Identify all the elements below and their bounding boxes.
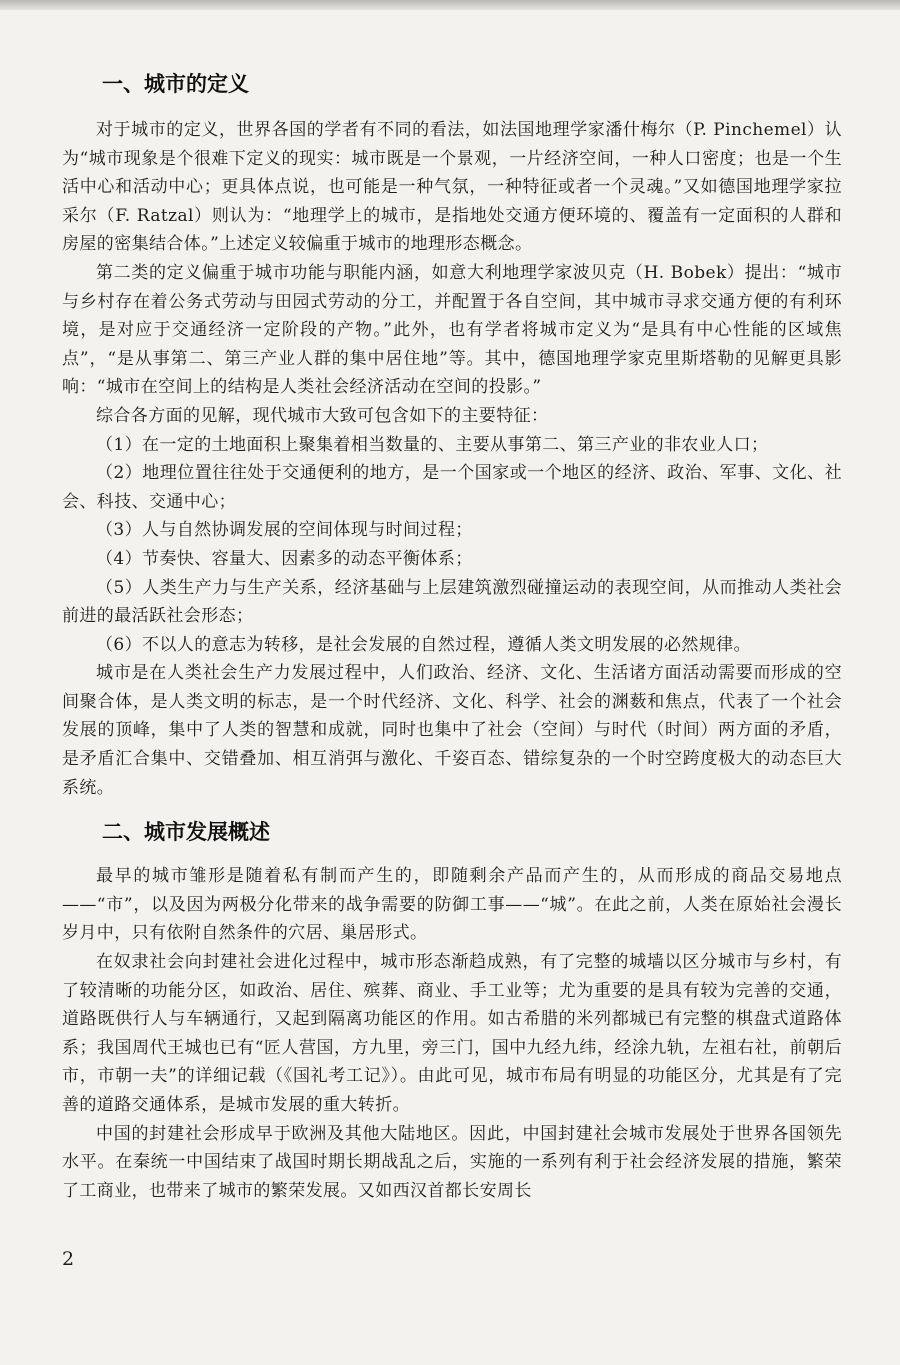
list-item: （4）节奏快、容量大、因素多的动态平衡体系；	[96, 548, 473, 569]
paragraph: 最早的城市雏形是随着私有制而产生的，即随剩余产品而产生的，从而形成的商品交易地点——“市”，以及因为两极分化带来的战争需要的防御工事——“城”。在此之前，人类在原始社会漫长岁月中，只有依附自然条件的穴居、巢居形式。	[62, 866, 842, 944]
paragraph: 综合各方面的见解，现代城市大致可包含如下的主要特征：	[96, 405, 549, 426]
list-item: （6）不以人的意志为转移，是社会发展的自然过程，遵循人类文明发展的必然规律。	[96, 634, 752, 655]
paragraph: 城市是在人类社会生产力发展过程中，人们政治、经济、文化、生活诸方面活动需要而形成的空间聚合体，是人类文明的标志，是一个时代经济、文化、科学、社会的渊薮和焦点，代表了一个社会发展的顶峰，集中了人类的智慧和成就，同时也集中了社会（空间）与时代（时间）两方面的矛盾，是矛盾汇合集中、交错叠加、相互消弭与激化、千姿百态、错综复杂的一个时空跨度极大的动态巨大系统。	[62, 663, 842, 798]
page-top-edge	[0, 0, 900, 10]
list-item: （2）地理位置往往处于交通便利的地方，是一个国家或一个地区的经济、政治、军事、文化、社会、科技、交通中心；	[62, 463, 842, 512]
paragraph: 中国的封建社会形成早于欧洲及其他大陆地区。因此，中国封建社会城市发展处于世界各国领先水平。在秦统一中国结束了战国时期长期战乱之后，实施的一系列有利于社会经济发展的措施，繁荣了工商业，也带来了城市的繁荣发展。又如西汉首都长安周长	[62, 1123, 842, 1201]
section-heading-city-definition: 一、城市的定义	[102, 72, 249, 96]
section-heading-city-development: 二、城市发展概述	[102, 820, 270, 845]
page-body	[62, 68, 842, 1205]
list-item: （3）人与自然协调发展的空间体现与时间过程；	[96, 520, 473, 541]
list-item: （5）人类生产力与生产关系，经济基础与上层建筑激烈碰撞运动的表现空间，从而推动人类社会前进的最活跃社会形态；	[62, 577, 842, 627]
list-item: （1）在一定的土地面积上聚集着相当数量的、主要从事第二、第三产业的非农业人口；	[96, 434, 769, 455]
page-number: 2	[62, 1248, 75, 1270]
paragraph: 第二类的定义偏重于城市功能与职能内涵，如意大利地理学家波贝克（H. Bobek）提出：“城市与乡村存在着公务式劳动与田园式劳动的分工，并配置于各自空间，其中城市寻求交通方便的有利环境，是对应于交通经济一定阶段的产物。”此外，也有学者将城市定义为“是具有中心性能的区域焦点”，“是从事第二、第三产业人群的集中居住地”等。其中，德国地理学家克里斯塔勒的见解更具影响：“城市在空间上的结构是人类社会经济活动在空间的投影。”	[62, 262, 842, 398]
paragraph: 在奴隶社会向封建社会进化过程中，城市形态渐趋成熟，有了完整的城墙以区分城市与乡村，有了较清晰的功能分区，如政治、居住、殡葬、商业、手工业等；尤为重要的是具有较为完善的交通，道路既供行人与车辆通行，又起到隔离功能区的作用。如古希腊的米列都城已有完整的棋盘式道路体系；我国周代王城也已有“匠人营国，方九里，旁三门，国中九经九纬，经涂九轨，左祖右社，前朝后市，市朝一夫”的详细记载（《国礼考工记》）。由此可见，城市布局有明显的功能区分，尤其是有了完善的道路交通体系，是城市发展的重大转折。	[62, 952, 842, 1115]
paragraph: 对于城市的定义，世界各国的学者有不同的看法，如法国地理学家潘什梅尔（P. Pinchemel）认为“城市现象是个很难下定义的现实：城市既是一个景观，一片经济空间，一种人口密度；也是一个生活中心和活动中心；更具体点说，也可能是一种气氛，一种特征或者一个灵魂。”又如德国地理学家拉采尔（F. Ratzal）则认为：“地理学上的城市，是指地处交通方便环境的、覆盖有一定面积的人群和房屋的密集结合体。”上述定义较偏重于城市的地理形态概念。	[62, 120, 842, 255]
